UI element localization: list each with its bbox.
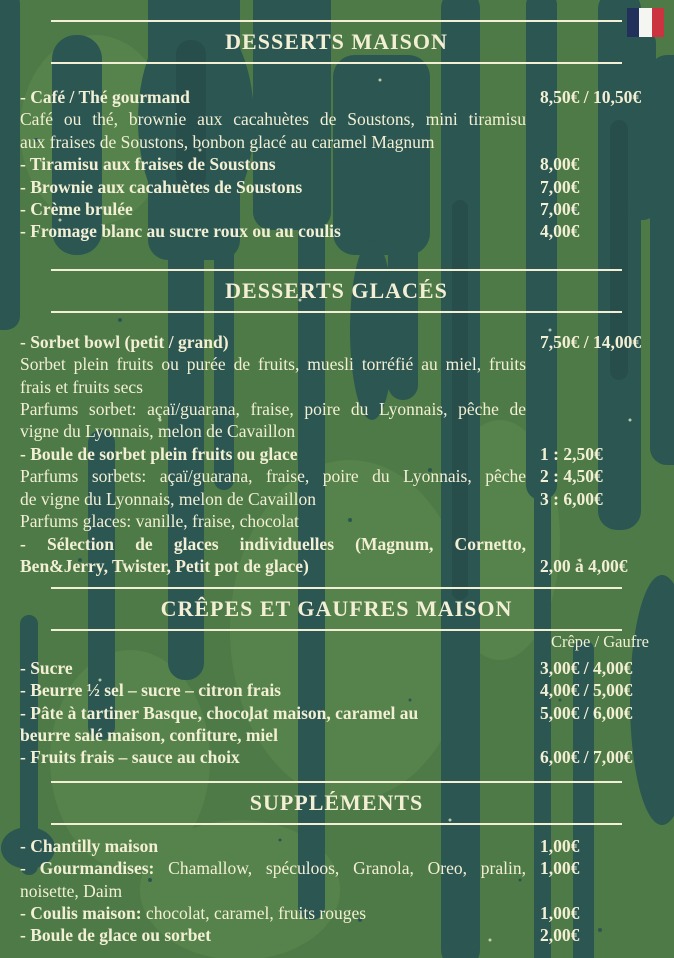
- item-price: 1 : 2,50€: [540, 443, 603, 464]
- item-name: - Fruits frais – sauce au choix: [20, 747, 240, 768]
- item-price: 2 : 4,50€: [540, 466, 603, 487]
- menu-item-row: [20, 108, 660, 130]
- item-text: [20, 398, 526, 420]
- section-items: [20, 331, 660, 577]
- item-desc: noisette, Daim: [20, 880, 123, 901]
- item-name: - Pâte à tartiner Basque, chocolat maison, caramel au: [20, 702, 419, 723]
- section-crepes-et-gaufres: [20, 587, 660, 768]
- item-text: [20, 86, 526, 108]
- item-price: 6,00€ / 7,00€: [540, 747, 633, 768]
- item-name: - Chantilly maison: [20, 835, 159, 856]
- menu-item-row: [20, 880, 660, 902]
- item-text: [20, 176, 526, 198]
- menu-item-row: [20, 510, 660, 532]
- menu-item-row: [20, 488, 660, 510]
- menu-item-row: [20, 857, 660, 879]
- section-items: [20, 657, 660, 769]
- item-desc: de vigne du Lyonnais, melon de Cavaillon: [20, 488, 316, 509]
- divider-line: [51, 269, 622, 271]
- section-header-desserts-maison: [51, 20, 622, 64]
- menu-item-row: [20, 555, 660, 577]
- item-name: - Tiramisu aux fraises de Soustons: [20, 154, 276, 175]
- item-price: 7,50€ / 14,00€: [540, 331, 642, 352]
- item-name: - Sucre: [20, 657, 73, 678]
- menu-item-row: [20, 176, 660, 198]
- item-price: 1,00€: [540, 835, 580, 856]
- item-text: [20, 488, 526, 510]
- item-name: - Fromage blanc au sucre roux ou au coulis: [20, 221, 341, 242]
- section-header-desserts-glaces: [51, 269, 622, 313]
- item-desc: Parfums glaces: vanille, fraise, chocolat: [20, 511, 299, 532]
- item-text: [20, 376, 526, 398]
- item-price: 5,00€ / 6,00€: [540, 702, 633, 723]
- menu-item-row: [20, 724, 660, 746]
- divider-line: [51, 20, 622, 22]
- item-price: 8,00€: [540, 154, 580, 175]
- item-name: - Crème brulée: [20, 199, 133, 220]
- price-column-header-row: [20, 631, 660, 653]
- divider-line: [51, 781, 622, 783]
- item-name: - Café / Thé gourmand: [20, 87, 190, 107]
- item-desc: chocolat, caramel, fruits rouges: [141, 902, 367, 923]
- item-price: 2,00 à 4,00€: [540, 555, 628, 576]
- item-price: 3,00€ / 4,00€: [540, 657, 633, 678]
- item-price: 7,00€: [540, 199, 580, 220]
- item-text: [20, 510, 526, 532]
- section-desserts-maison: [20, 20, 660, 243]
- menu-item-row: [20, 902, 660, 924]
- item-desc: vigne du Lyonnais, melon de Cavaillon: [20, 421, 296, 442]
- item-price: 1,00€: [540, 902, 580, 923]
- menu-item-row: [20, 533, 660, 555]
- item-desc: Parfums sorbet: açaï/guarana, fraise, poire du Lyonnais, pêche de: [20, 399, 526, 420]
- item-text: [20, 420, 526, 442]
- item-desc: Café ou thé, brownie aux cacahuètes de Soustons, mini tiramisu: [20, 109, 526, 130]
- section-title: DESSERTS GLACÉS: [225, 277, 448, 303]
- item-text: [20, 353, 526, 375]
- section-title: SUPPLÉMENTS: [249, 789, 424, 815]
- item-desc: Parfums sorbets: açaï/guarana, fraise, poire du Lyonnais, pêche: [20, 466, 526, 487]
- menu-item-row: [20, 702, 660, 724]
- item-price: 4,00€ / 5,00€: [540, 680, 633, 701]
- item-text: [20, 880, 526, 902]
- menu-item-row: [20, 220, 660, 242]
- price-column-header: Crêpe / Gaufre: [550, 632, 650, 652]
- menu-item-row: [20, 353, 660, 375]
- menu-item-row: [20, 398, 660, 420]
- item-name: - Beurre ½ sel – sucre – citron frais: [20, 680, 281, 701]
- item-price: 1,00€: [540, 858, 580, 879]
- menu-item-row: [20, 131, 660, 153]
- item-name: - Sélection de glaces individuelles (Magnum, Cornetto,: [20, 533, 526, 554]
- menu-item-row: [20, 86, 660, 108]
- item-name: - Boule de glace ou sorbet: [20, 925, 212, 946]
- item-text: [20, 746, 526, 768]
- menu-item-row: [20, 376, 660, 398]
- menu-item-row: [20, 835, 660, 857]
- item-text: [20, 857, 526, 879]
- item-text: [20, 465, 526, 487]
- item-text: [20, 702, 526, 724]
- item-desc: aux fraises de Soustons, bonbon glacé au caramel Magnum: [20, 131, 435, 152]
- item-name: - Sorbet bowl (petit / grand): [20, 331, 229, 352]
- section-title: CRÊPES ET GAUFRES MAISON: [160, 596, 513, 622]
- menu-item-row: [20, 924, 660, 946]
- section-supplements: [20, 781, 660, 947]
- divider-line: [51, 587, 622, 589]
- item-price: 7,00€: [540, 176, 580, 197]
- item-text: [20, 108, 526, 130]
- item-text: [20, 198, 526, 220]
- item-price: 3 : 6,00€: [540, 488, 603, 509]
- item-desc: Chamallow, spéculoos, Granola, Oreo, pralin,: [154, 858, 526, 879]
- menu-item-row: [20, 198, 660, 220]
- item-text: [20, 724, 526, 746]
- item-price: 4,00€: [540, 221, 580, 242]
- menu-item-row: [20, 679, 660, 701]
- item-text: [20, 657, 526, 679]
- divider-line: [51, 311, 622, 313]
- item-name: - Brownie aux cacahuètes de Soustons: [20, 176, 303, 197]
- item-text: [20, 131, 526, 153]
- item-text: [20, 153, 526, 175]
- item-price: 8,50€ / 10,50€: [540, 87, 642, 107]
- menu-item-row: [20, 420, 660, 442]
- menu-item-row: [20, 331, 660, 353]
- item-text: [20, 902, 526, 924]
- section-header-crepes-et-gaufres: [51, 587, 622, 631]
- divider-line: [51, 62, 622, 64]
- section-title: DESSERTS MAISON: [225, 29, 448, 54]
- section-items: [20, 86, 660, 243]
- item-text: [20, 533, 526, 555]
- item-name: - Coulis maison:: [20, 902, 142, 923]
- item-desc: frais et fruits secs: [20, 376, 143, 397]
- item-name: - Boule de sorbet plein fruits ou glace: [20, 443, 298, 464]
- menu-item-row: [20, 443, 660, 465]
- item-text: [20, 443, 526, 465]
- menu-item-row: [20, 153, 660, 175]
- item-text: [20, 331, 526, 353]
- item-name: Ben&Jerry, Twister, Petit pot de glace): [20, 555, 309, 576]
- menu-item-row: [20, 465, 660, 487]
- section-header-supplements: [51, 781, 622, 825]
- item-price: 2,00€: [540, 925, 580, 946]
- item-text: [20, 835, 526, 857]
- divider-line: [51, 823, 622, 825]
- section-items: [20, 835, 660, 947]
- item-text: [20, 220, 526, 242]
- item-text: [20, 924, 526, 946]
- section-desserts-glaces: [20, 269, 660, 577]
- item-name: - Gourmandises:: [20, 858, 155, 879]
- item-text: [20, 679, 526, 701]
- item-desc: Sorbet plein fruits ou purée de fruits, muesli torréfié au miel, fruits: [20, 354, 526, 375]
- menu-item-row: [20, 746, 660, 768]
- item-name: beurre salé maison, confiture, miel: [20, 724, 278, 745]
- menu-item-row: [20, 657, 660, 679]
- item-text: [20, 555, 526, 577]
